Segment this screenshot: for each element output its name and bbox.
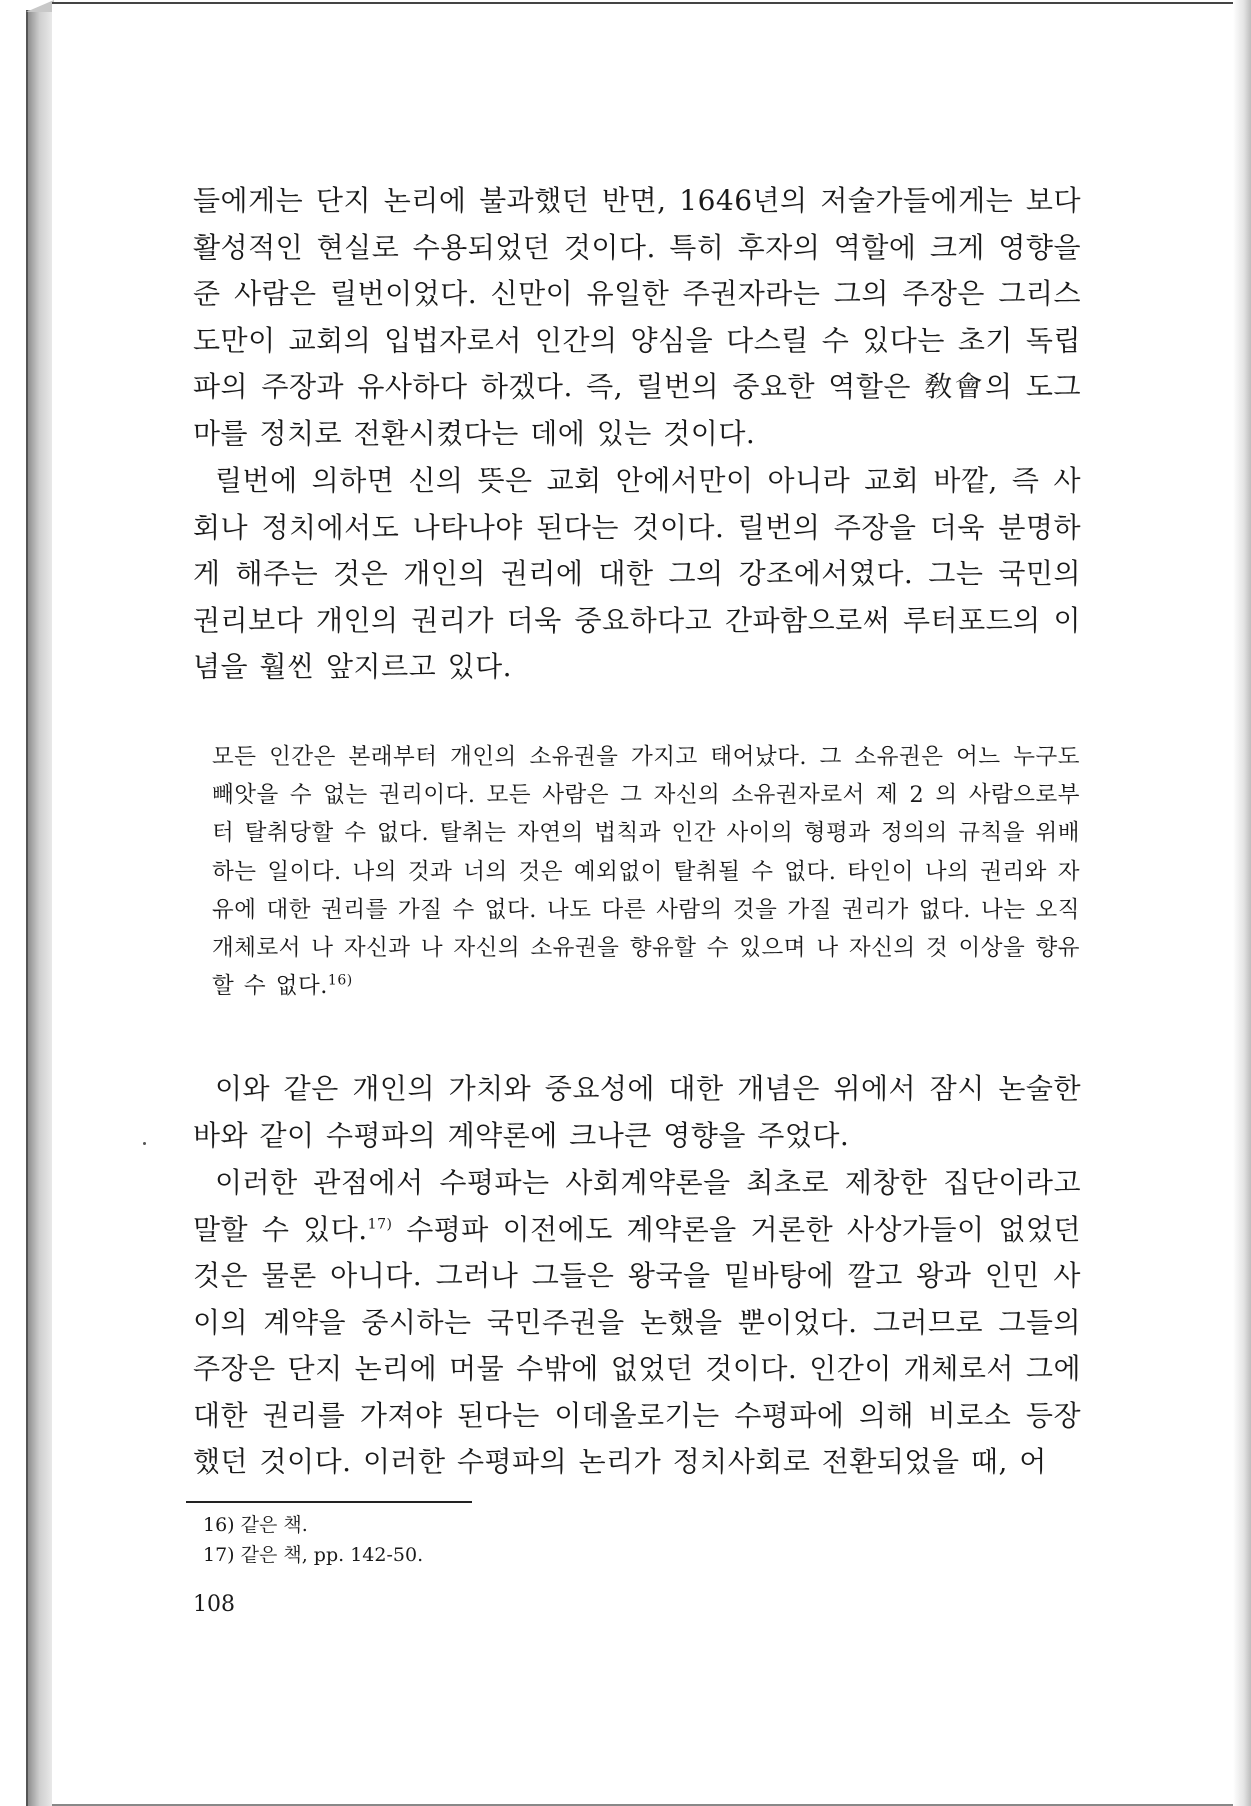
book-spine-corner: [26, 0, 54, 12]
scan-speck: [143, 1142, 146, 1145]
paragraph-2: [193, 458, 1081, 691]
paragraph-2-text: 릴번에 의하면 신의 뜻은 교회 안에서만이 아니라 교회 바깥, 즉 사회나 정치에서도 나타나야 된다는 것이다. 릴번의 주장을 더욱 분명하게 해주는 것은 개인의 권리에 대한 그의 강조에서였다. 그는 국민의 권리보다 개인의 권리가 더욱 중요하다고 간파함으로써 루터포드의 이념을 훨씬 앞지르고 있다.: [193, 464, 1081, 683]
paragraph-4-text-b: 수평파 이전에도 계약론을 거론한 사상가들이 없었던 것은 물론 아니다. 그러나 그들은 왕국을 밑바탕에 깔고 왕과 인민 사이의 계약을 중시하는 국민주권을 논했을 뿐이었다. 그러므로 그들의 주장은 단지 논리에 머물 수밖에 없었던 것이다. 인간이 개체로서 그에 대한 권리를 가져야 된다는 이데올로기는 수평파에 의해 비로소 등장했던 것이다. 이러한 수평파의 논리가 정치사회로 전환되었을 때, 어: [193, 1212, 1081, 1478]
block-quote-text: 모든 인간은 본래부터 개인의 소유권을 가지고 태어났다. 그 소유권은 어느 누구도 빼앗을 수 없는 권리이다. 모든 사람은 그 자신의 소유권자로서 제 2 의 사람으로부터 탈취당할 수 없다. 탈취는 자연의 법칙과 인간 사이의 형평과 정의의 규칙을 위배하는 일이다. 나의 것과 너의 것은 예외없이 탈취될 수 없다. 타인이 나의 권리와 자유에 대한 권리를 가질 수 없다. 나도 다른 사람의 것을 가질 권리가 없다. 나는 오직 개체로서 나 자신과 나 자신의 소유권을 향유할 수 있으며 나 자신의 것 이상을 향유할 수 없다.: [212, 744, 1080, 1000]
page-number: 108: [193, 1592, 235, 1617]
paragraph-4: [193, 1160, 1081, 1486]
footnote-ref-17: 17): [367, 1216, 393, 1233]
paragraph-4-text-a: 이러한 관점에서 수평파는 사회계약론을 최초로 제창한 집단이라고 말할 수 있다.: [193, 1166, 1081, 1246]
footnotes: [203, 1510, 423, 1570]
page-right-shadow: [1233, 0, 1251, 1806]
paragraph-3-text: 이와 같은 개인의 가치와 중요성에 대한 개념은 위에서 잠시 논술한 바와 같이 수평파의 계약론에 크나큰 영향을 주었다.: [193, 1072, 1081, 1152]
book-spine-edge: [26, 10, 54, 1806]
footnote-16: 16) 같은 책.: [203, 1514, 308, 1536]
footnote-divider: [186, 1501, 472, 1503]
footnote-ref-16: 16): [327, 972, 353, 989]
block-quote: [212, 738, 1080, 1005]
paragraph-1: 들에게는 단지 논리에 불과했던 반면, 1646년의 저술가들에게는 보다 활성적인 현실로 수용되었던 것이다. 특히 후자의 역할에 크게 영향을 준 사람은 릴번이었다. 신만이 유일한 주권자라는 그의 주장은 그리스도만이 교회의 입법자로서 인간의 양심을 다스릴 수 있다는 초기 독립파의 주장과 유사하다 하겠다. 즉, 릴번의 중요한 역할은 敎會의 도그마를 정치로 전환시켰다는 데에 있는 것이다.: [193, 184, 1081, 450]
footnote-17: 17) 같은 책, pp. 142-50.: [203, 1544, 424, 1566]
paragraph-3: [193, 1066, 1081, 1159]
